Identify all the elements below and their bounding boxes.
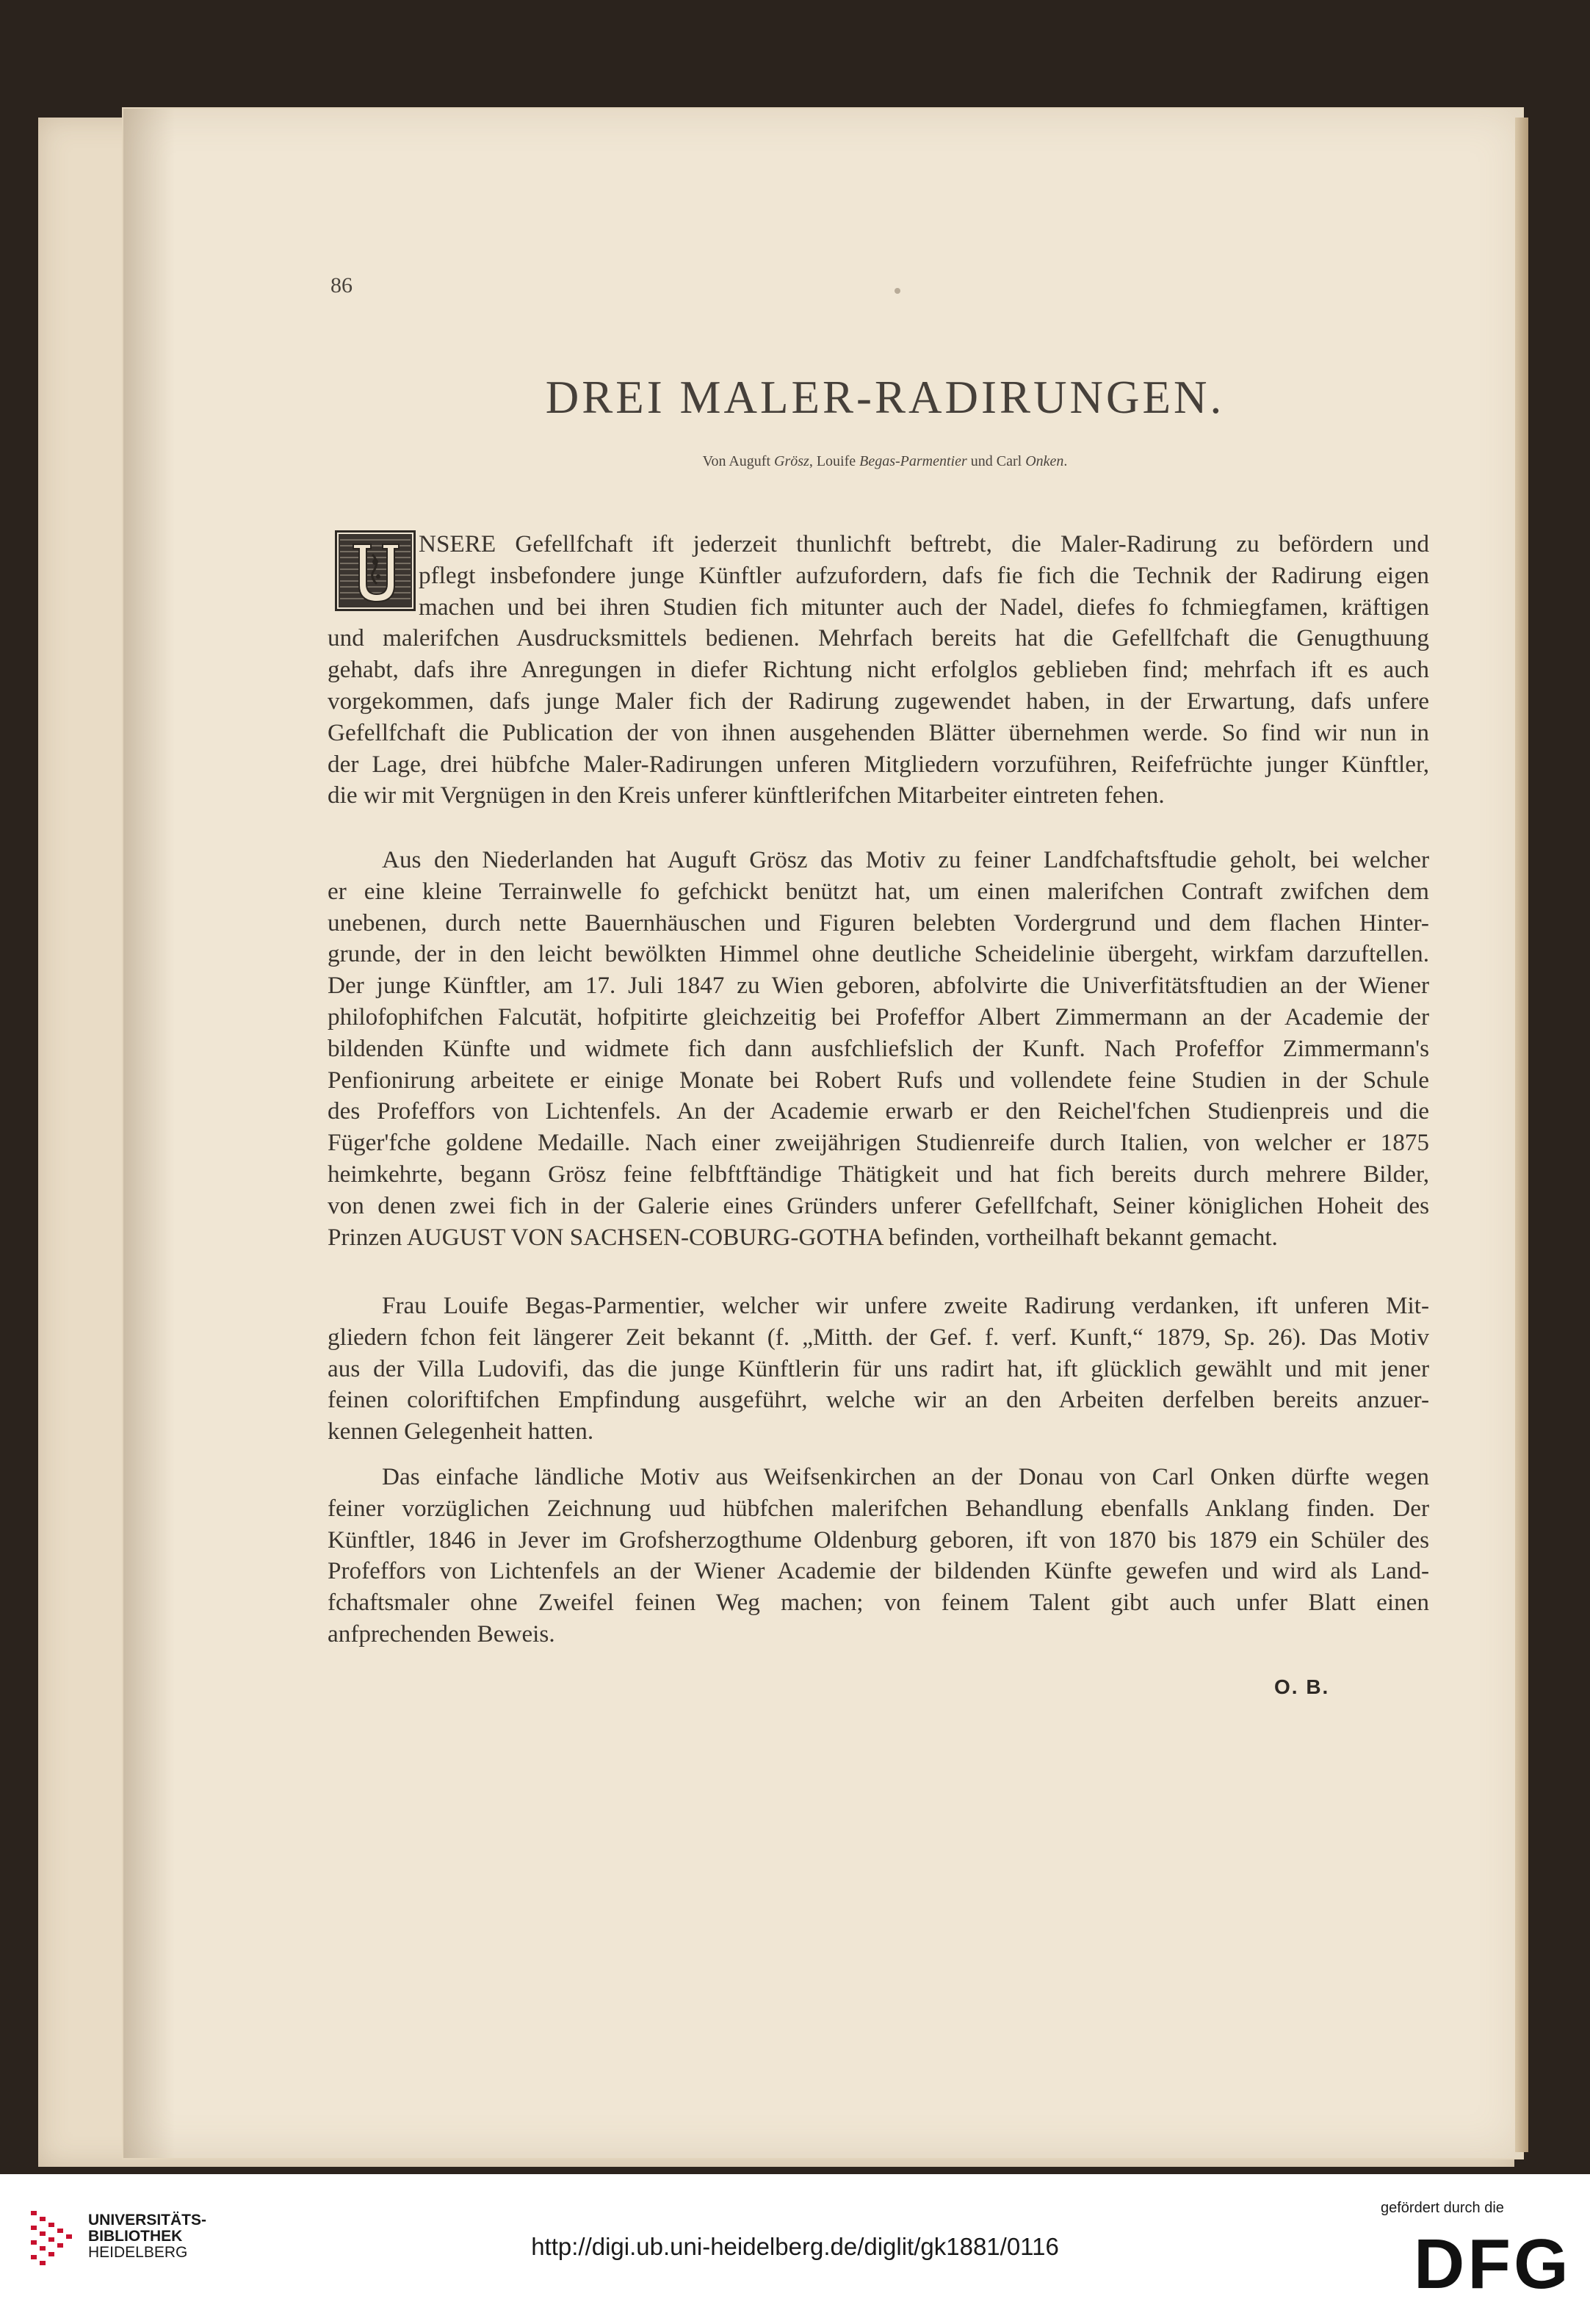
byline-sep: und Carl	[970, 453, 1022, 469]
text-line: pflegt insbefondere junge Künftler aufzufordern, dafs fie fich die Technik der Radirung eigen	[419, 561, 1429, 589]
text-line: Profeffors von Lichtenfels an der Wiener Academie der bildenden Künfte gewefen und wird als Land-	[328, 1557, 1429, 1585]
byline	[323, 453, 1447, 470]
text-line: Das einfache ländliche Motiv aus Weifsenkirchen an der Donau von Carl Onken dürfte wegen	[382, 1463, 1429, 1490]
text-line: des Profeffors von Lichtenfels. An der Academie erwarb er den Reichel'fchen Studienpreis und die	[328, 1097, 1429, 1125]
text-line: bildenden Künfte und widmete fich dann ausfchliefslich der Kunft. Nach Profeffor Zimmermann's	[328, 1034, 1429, 1062]
source-url-link[interactable]: http://digi.ub.uni-heidelberg.de/diglit/gk1881/0116	[531, 2233, 1059, 2260]
text-line: unebenen, durch nette Bauernhäuschen und Figuren belebten Vordergrund und dem flachen Hinter-	[328, 909, 1429, 937]
text-line: Künftler, 1846 in Jever im Grofsherzogthume Oldenburg geboren, ift von 1870 bis 1879 ein Schüler des	[328, 1526, 1429, 1553]
text-line: der Lage, drei hübfche Maler-Radirungen unferen Mitgliedern vorzuführen, Reifefrüchte junger Künftler,	[328, 750, 1429, 778]
text-line: machen und bei ihren Studien fich mitunter auch der Nadel, diefes fo fchmiegfamen, kräftigen	[419, 593, 1429, 621]
signature: O. B.	[1274, 1675, 1330, 1698]
text-line: fchaftsmaler ohne Zweifel feinen Weg machen; von feinem Talent gibt auch unfer Blatt einen	[328, 1589, 1429, 1617]
byline-prefix: Von Auguft	[702, 453, 771, 469]
dfg-logo: DFG	[1414, 2225, 1572, 2303]
text-line: Frau Louife Begas-Parmentier, welcher wir unfere zweite Radirung verdanken, ift unferen Mit-	[382, 1292, 1429, 1319]
page-edge	[1515, 118, 1528, 2152]
paragraph-1	[328, 529, 1429, 812]
text-line: Füger'fche goldene Medaille. Nach einer zweijährigen Studienreife durch Italien, von welcher er 1875	[328, 1129, 1429, 1157]
text-line: vorgekommen, dafs junge Maler fich der Radirung zugewendet haben, in der Erwartung, dafs unfere	[328, 687, 1429, 715]
byline-name-groesz: Grösz	[774, 453, 809, 469]
text-line: kennen Gelegenheit hatten.	[328, 1418, 594, 1446]
page-title: DREI MALER-RADIRUNGEN.	[545, 372, 1225, 423]
text-line: Gefellfchaft die Publication der von ihnen ausgehenden Blätter übernehmen werde. So find wir nun in	[328, 718, 1429, 746]
text-line: anfprechenden Beweis.	[328, 1620, 555, 1648]
text-line: Penfionirung arbeitete er einige Monate bei Robert Rufs und vollendete feine Studien in der Schule	[328, 1066, 1429, 1094]
byline-sep: , Louife	[809, 453, 856, 469]
paragraph-4	[328, 1462, 1429, 1650]
library-line: UNIVERSITÄTS-	[88, 2212, 207, 2229]
byline-name-onken: Onken	[1025, 453, 1064, 469]
text-line: er eine kleine Terrainwelle fo gefchickt benützt hat, um einen malerifchen Contraft zwifchen dem	[328, 877, 1429, 905]
text-line: philofophifchen Falcutät, hofpitirte gleichzeitig bei Profeffor Albert Zimmermann an der Academie der	[328, 1003, 1429, 1031]
paper-speck	[895, 288, 900, 294]
byline-name-begas: Begas-Parmentier	[859, 453, 967, 469]
text-line: Prinzen AUGUST VON SACHSEN-COBURG-GOTHA befinden, vortheilhaft bekannt gemacht.	[328, 1223, 1278, 1251]
text-line: von denen zwei fich in der Galerie eines Gründers unferer Gefellfchaft, Seiner königlichen Hoheit des	[328, 1191, 1429, 1219]
text-line: die wir mit Vergnügen in den Kreis unferer künftlerifchen Mitarbeiter eintreten fehen.	[328, 782, 1165, 809]
library-line: BIBLIOTHEK	[88, 2228, 183, 2245]
text-line: NSERE Gefellfchaft ift jederzeit thunlichft beftrebt, die Maler-Radirung zu befördern und	[419, 530, 1429, 557]
text-line: Aus den Niederlanden hat Auguft Grösz das Motiv zu feiner Landfchaftsftudie geholt, bei welcher	[382, 846, 1429, 873]
byline-end: .	[1063, 453, 1068, 469]
text-line: heimkehrte, begann Grösz feine felbftftändige Thätigkeit und hat fich bereits durch mehrere Bilder,	[328, 1160, 1429, 1188]
text-line: aus der Villa Ludovifi, das die junge Künftlerin für uns radirt hat, ift glücklich gewählt und mit jener	[328, 1354, 1429, 1382]
text-line: feinen coloriftifchen Empfindung ausgeführt, welche wir an den Arbeiten derfelben bereits anzuer-	[328, 1386, 1429, 1414]
page-number: 86	[330, 273, 353, 297]
text-line: grunde, der in den leicht bewölkten Himmel ohne deutliche Scheidelinie übergeht, wirkfam darzuftellen.	[328, 940, 1429, 968]
text-line: gliedern fchon feit längerer Zeit bekannt (f. „Mitth. der Gef. f. verf. Kunft,“ 1879, Sp. 26). Das Motiv	[328, 1323, 1429, 1351]
gutter-shade	[123, 109, 175, 2158]
paragraph-3	[328, 1291, 1429, 1448]
text-line: gehabt, dafs ihre Anregungen in diefer Richtung nicht erfolglos geblieben find; mehrfach ift es auch	[328, 656, 1429, 684]
text-line: und malerifchen Ausdrucksmittels bedienen. Mehrfach bereits hat die Gefellfchaft die Genugthuung	[328, 624, 1429, 652]
sponsor-text: gefördert durch die	[1381, 2200, 1504, 2216]
library-line: HEIDELBERG	[88, 2244, 188, 2261]
text-line: Der junge Künftler, am 17. Juli 1847 zu Wien geboren, abfolvirte die Univerfitätsftudien an der Wiener	[328, 972, 1429, 1000]
paragraph-2	[328, 845, 1429, 1253]
text-line: feiner vorzüglichen Zeichnung uud hübfchen malerifchen Behandlung ebenfalls Anklang finden. Der	[328, 1494, 1429, 1522]
